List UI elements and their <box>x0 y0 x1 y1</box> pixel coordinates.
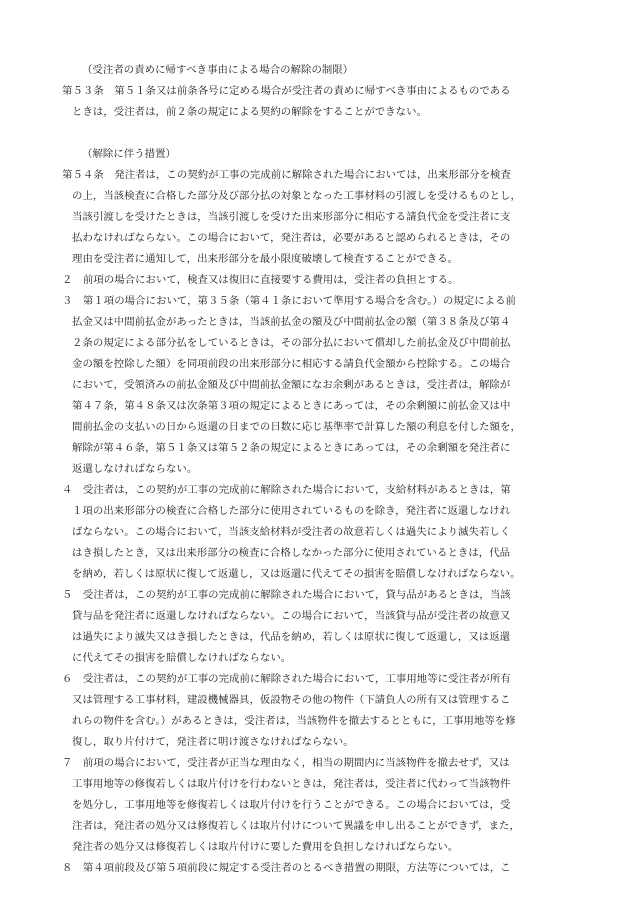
paragraph-3-line: ３ 第１項の場合において，第３５条（第４１条において準用する場合を含む。）の規定による前 <box>62 295 516 307</box>
paragraph-3-line: ２条の規定による部分払をしているときは，その部分払において償却した前払金及び中間前払 <box>72 337 511 349</box>
paragraph-3-line: 金の額を控除した額）を同項前段の出来形部分に相応する請負代金額から控除する。この場合 <box>72 358 511 370</box>
paragraph-5-line: 貸与品を発注者に返還しなければならない。この場合において，当該貸与品が受注者の故意又 <box>72 610 511 622</box>
paragraph-3-line: 解除が第４６条，第５１条又は第５２条の規定によるときにあっては，その余剰額を発注者に <box>72 442 511 454</box>
paragraph-4-line: はき損したとき，又は出来形部分の検査に合格しなかった部分に使用されているときは，代品 <box>72 547 511 559</box>
paragraph-7-line: 発注者の処分又は修復若しくは取片付けに要した費用を負担しなければならない。 <box>72 841 459 853</box>
article-54-line: 第５４条 発注者は，この契約が工事の完成前に解除された場合においては，出来形部分を検査 <box>62 169 511 181</box>
paragraph-7-line: ７ 前項の場合において，受注者が正当な理由なく，相当の期間内に当該物件を撤去せず，又は <box>62 757 510 769</box>
article-53-line: ときは，受注者は，前２条の規定による契約の解除をすることができない。 <box>72 106 427 118</box>
paragraph-3-line: 払金又は中間前払金があったときは，当該前払金の額及び中間前払金の額（第３８条及び第４ <box>72 316 511 328</box>
article-54-line: 払わなければならない。この場合において，発注者は，必要があると認められるときは，その <box>72 232 511 244</box>
section-heading-53: （受注者の責めに帰すべき事由による場合の解除の制限） <box>82 64 354 76</box>
article-54-line: 理由を受注者に通知して，出来形部分を最小限度破壊して検査することができる。 <box>72 253 459 265</box>
paragraph-2-line: ２ 前項の場合において，検査又は復旧に直接要する費用は，受注者の負担とする。 <box>62 274 459 286</box>
paragraph-5-line: に代えてその損害を賠償しなければならない。 <box>72 652 292 664</box>
article-53-line: 第５３条 第５１条又は前条各号に定める場合が受注者の責めに帰すべき事由によるものである <box>62 85 511 97</box>
paragraph-6-line: れらの物件を含む。）があるときは，受注者は，当該物件を撤去するとともに，工事用地等を修 <box>72 715 516 727</box>
paragraph-4-line: ４ 受注者は，この契約が工事の完成前に解除された場合において，支給材料があるときは，第 <box>62 484 511 496</box>
paragraph-7-line: 注者は，発注者の処分又は修復若しくは取片付けについて異議を申し出ることができず，また， <box>72 820 520 832</box>
paragraph-6-line: ６ 受注者は，この契約が工事の完成前に解除された場合において，工事用地等に受注者が所有 <box>62 673 511 685</box>
paragraph-4-line: ばならない。この場合において，当該支給材料が受注者の故意若しくは過失により滅失若しく <box>72 526 511 538</box>
section-heading-54: （解除に伴う措置） <box>82 148 176 160</box>
paragraph-7-line: を処分し，工事用地等を修復若しくは取片付けを行うことができる。この場合においては，受 <box>72 799 511 811</box>
article-54-line: 当該引渡しを受けたときは，当該引渡しを受けた出来形部分に相応する請負代金を受注者に支 <box>72 211 511 223</box>
article-54-line: の上，当該検査に合格した部分及び部分払の対象となった工事材料の引渡しを受けるものとし， <box>72 190 521 202</box>
paragraph-3-line: 間前払金の支払いの日から返還の日までの日数に応じ基準率で計算した額の利息を付した額を， <box>72 421 521 433</box>
paragraph-4-line: を納め，若しくは原状に復して返還し，又は返還に代えてその損害を賠償しなければならない。 <box>72 568 521 580</box>
paragraph-5-line: は過失により滅失又はき損したときは，代品を納め，若しくは原状に復して返還し，又は返還 <box>72 631 511 643</box>
paragraph-6-line: 復し，取り片付けて，発注者に明け渡さなければならない。 <box>72 736 354 748</box>
paragraph-5-line: ５ 受注者は，この契約が工事の完成前に解除された場合において，貸与品があるときは，当該 <box>62 589 511 601</box>
paragraph-3-line: 返還しなければならない。 <box>72 463 198 475</box>
paragraph-3-line: において，受領済みの前払金額及び中間前払金額になお余剰があるときは，受注者は，解除が <box>72 379 511 391</box>
blank-line <box>62 123 570 144</box>
paragraph-8-line: ８ 第４項前段及び第５項前段に規定する受注者のとるべき措置の期限，方法等については，こ <box>62 862 511 874</box>
paragraph-4-line: １項の出来形部分の検査に合格した部分に使用されているものを除き，発注者に返還しなけれ <box>72 505 511 517</box>
paragraph-3-line: 第４７条，第４８条又は次条第３項の規定によるときにあっては，その余剰額に前払金又は中 <box>72 400 511 412</box>
paragraph-6-line: 又は管理する工事材料，建設機械器具，仮設物その他の物件（下請負人の所有又は管理するこ <box>72 694 511 706</box>
paragraph-7-line: 工事用地等の修復若しくは取片付けを行わないときは，発注者は，受注者に代わって当該物件 <box>72 778 511 790</box>
